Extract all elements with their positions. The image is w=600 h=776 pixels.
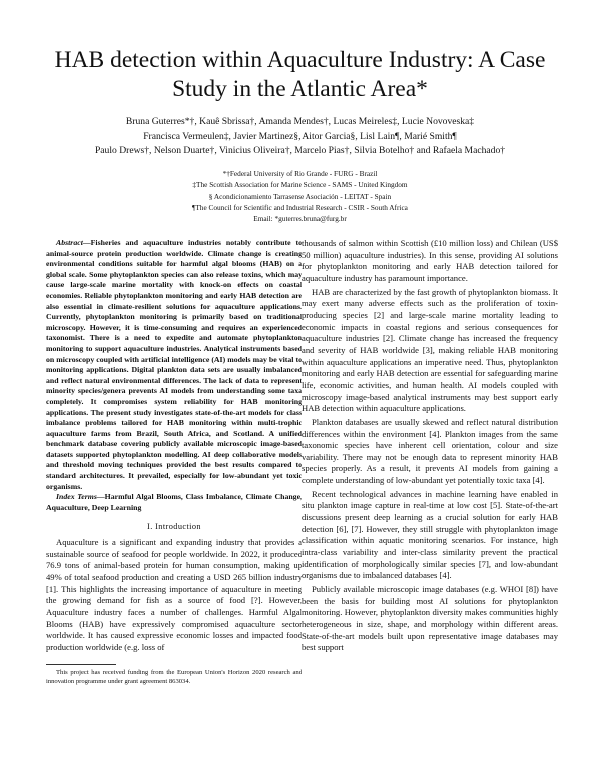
author-line: Bruna Guterres*†, Kauê Sbrissa†, Amanda Mendes†, Lucas Meireles‡, Lucie Novoveska‡ <box>125 116 475 127</box>
footnote-divider <box>46 664 116 665</box>
abstract-text: Fisheries and aquaculture industries notably contribute to animal-source protein production worldwide. Climate change is creating environmental conditions suitable for harmful algal blooms (HAB) on a global scale. Some phytoplankton species can also release toxins, which may cause large-scale marine mortality with knock-on effects on coastal economies. Reliable phytoplankton monitoring and early HAB detection are also essential in climate-resilient solutions for aquaculture applications. Currently, phytoplankton monitoring is primarily based on traditional microscopy. However, it is time-consuming and requires an experienced taxonomist. There is a need to expedite and automate phytoplankton monitoring to support aquaculture industries. Analytical instruments based on microscopy coupled with artificial intelligence (AI) models may be vital to monitoring applications. Digital plankton data sets are usually imbalanced and reflect natural environmental differences. The lack of data to represent minority species/genera prevents AI models from understanding some taxa completely. It compromises system reliability for HAB monitoring applications. The present study investigates state-of-the-art models for class imbalance problems tailored for HAB monitoring within multi-trophic aquaculture farms from Brazil, South Africa, and Scotland. A unified benchmark database covering publicly available microscopic image-based datasets supported phytoplankton modelling. AI deep collaborative models and threshold moving techniques provided the best results compared to standard architectures. It prevailed, especially for low-abundant yet toxic organisms. <box>46 238 302 491</box>
author-line: Francisca Vermeulen‡, Javier Martinez§, Aitor Garcia§, Lisl Lain¶, Marié Smith¶ <box>143 130 457 142</box>
author-list <box>40 115 560 159</box>
section-heading: I. Introduction <box>147 522 201 532</box>
affiliation-line: ‡The Scottish Association for Marine Science - SAMS - United Kingdom <box>192 180 408 190</box>
body-paragraph: HAB are characterized by the fast growth of phytoplankton biomass. It may exert many adverse effects such as the proliferation of toxin-producing species [2] and large-scale marine mortality leading to economic impacts in coastal regions and serious consequences for aquaculture industries [2]. Climate change has increased the frequency and severity of HAB worldwide [3], making reliable HAB monitoring within aquaculture applications an imperative need. Thus, phytoplankton monitoring and early HAB detection are essential for safeguarding marine life, economic activities, and human health. AI models coupled with microscopy image-based analytical instruments may best support early HAB detection within aquaculture applications. <box>302 286 558 414</box>
abstract-label: Abstract— <box>56 238 91 247</box>
paper-title: HAB detection within Aquaculture Industry: A Case Study in the Atlantic Area* <box>54 47 546 102</box>
footnote: This project has received funding from the European Union's Horizon 2020 research and innovation programme under grant agreement 863034. <box>46 668 302 685</box>
index-terms <box>46 492 302 513</box>
body-paragraph: thousands of salmon within Scottish (£10 million loss) and Chilean (US$ 50 million) aquaculture industries). In this sense, providing AI solutions for phytoplankton monitoring and early HAB detection tailored for aquaculture industry has paramount importance. <box>302 238 558 283</box>
body-paragraph: Recent technological advances in machine learning have enabled in situ plankton image capture in real-time at low cost [5]. State-of-the-art discussions present deep learning as a crucial solution for early HAB detection [6], [7]. However, they still struggle with phytoplankton image classification within aquatic monitoring scenarios. For instance, high intra-class variability and inter-class similarity prevent the practical identification of morphologically similar species [7], and low-abundant organisms due to imbalanced databases [4]. <box>302 488 558 581</box>
abstract <box>46 238 302 492</box>
affiliation-line: ¶The Council for Scientific and Industrial Research - CSIR - South Africa <box>192 202 408 212</box>
body-paragraph: Plankton databases are usually skewed and reflect natural distribution differences within the environment [4]. Plankton images from the same taxonomic species have inherent cell orientation, colour and size variability. There may not be enough data to represent minority HAB species properly. As a result, it prevents AI models from gaining a complete understanding of low-abundant yet potentially toxic taxa [4]. <box>302 416 558 486</box>
affiliation-line: *†Federal University of Rio Grande - FURG - Brazil <box>222 169 378 178</box>
index-terms-label: Index Terms— <box>56 492 105 502</box>
affiliation-list <box>40 168 560 224</box>
affiliation-line: § Acondicionamiento Tarrasense Asociación - LEITAT - Spain <box>208 191 392 201</box>
body-paragraph: Publicly available microscopic image databases (e.g. WHOI [8]) have been the basis for building most AI solutions for phytoplankton monitoring. However, phytoplankton diversity makes communities highly heterogeneous in size, shape, and morphology within different areas. State-of-the-art models built upon representative image databases may best support <box>302 584 558 653</box>
body-paragraph: Aquaculture is a significant and expanding industry that provides a sustainable source of seafood for people worldwide. In 2022, it produced 76.9 tons of animal-based protein for human consumption, making up 49% of total seafood production and creating a USD 265 billion industry [1]. This highlights the increasing importance of aquaculture in meeting the growing demand for fish as a source of food [?]. However, Aquaculture industry faces a number of challenges. Harmful Algal Blooms (HAB) have expressively compromised aquaculture sector worldwide. It has caused expressive economic losses and impacted food production worldwide (e.g. loss of <box>46 537 302 652</box>
right-column <box>302 238 558 656</box>
left-column <box>46 238 302 686</box>
author-line: Paulo Drews†, Nelson Duarte†, Vinicius Oliveira†, Marcelo Pias†, Silvia Botelho† and Rafaela Machado† <box>94 145 506 156</box>
index-terms-text: Harmful Algal Blooms, Class Imbalance, Climate Change, Aquaculture, Deep Learning <box>46 492 302 512</box>
contact-email: Email: *guterres.bruna@furg.br <box>253 214 347 224</box>
